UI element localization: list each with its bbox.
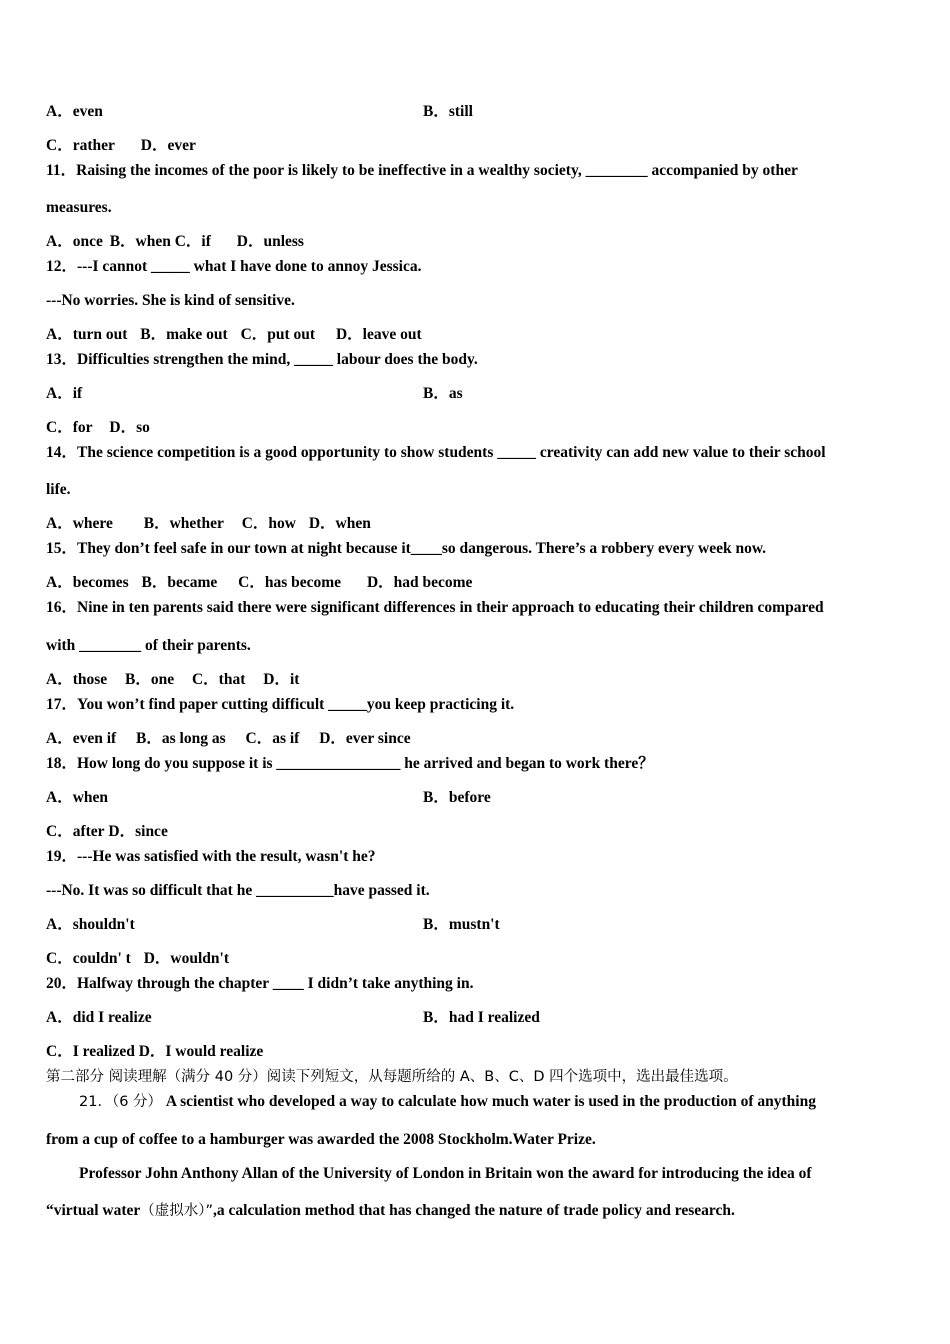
q16-stem: 16．Nine in ten parents said there were significant differences in their approach to educating their children compared xyxy=(46,599,824,616)
q14-option-d[interactable]: D．when xyxy=(308,515,371,532)
q18-option-d[interactable]: D．since xyxy=(108,823,168,840)
q11-stem-cont: measures. xyxy=(46,199,112,216)
q16-option-b[interactable]: B．one xyxy=(125,671,175,688)
q17-option-a[interactable]: A．even if xyxy=(46,730,117,747)
q16-stem-cont: with ________ of their parents. xyxy=(46,637,251,654)
passage-text-cont: ,a calculation method that has changed the nature of trade policy and research. xyxy=(213,1202,735,1219)
q11-option-b[interactable]: B．when xyxy=(109,233,171,250)
q13-options-row2 xyxy=(46,418,910,438)
q12-options xyxy=(46,325,910,345)
q20-stem: 20．Halfway through the chapter ____ I didn’t take anything in. xyxy=(46,975,474,992)
passage-paragraph-2-cont xyxy=(46,1201,910,1221)
q16-option-d[interactable]: D．it xyxy=(263,671,300,688)
q19-option-b[interactable]: B．mustn't xyxy=(423,916,500,933)
q10-options-row2 xyxy=(46,136,910,156)
q11-option-c[interactable]: C．if xyxy=(174,233,211,250)
q18-option-c[interactable]: C．after xyxy=(46,823,105,840)
q12-stem: 12．---I cannot _____ what I have done to annoy Jessica. xyxy=(46,258,422,275)
q15-option-a[interactable]: A．becomes xyxy=(46,574,129,591)
q20-options-row1 xyxy=(46,1008,910,1028)
q19-options-row1 xyxy=(46,915,910,935)
q18-options-row1 xyxy=(46,788,910,808)
q20-option-c[interactable]: C．I realized xyxy=(46,1043,135,1060)
q13-option-a[interactable]: A．if xyxy=(46,385,83,402)
q15-option-b[interactable]: B．became xyxy=(141,574,218,591)
q10-option-c[interactable]: C．rather xyxy=(46,137,115,154)
virtual-water-term: “virtual water xyxy=(46,1202,141,1219)
q10-options-row1 xyxy=(46,102,910,122)
q17-option-b[interactable]: B．as long as xyxy=(136,730,226,747)
passage-text: A scientist who developed a way to calculate how much water is used in the production of anything xyxy=(165,1093,816,1110)
q20-option-d[interactable]: D．I would realize xyxy=(138,1043,264,1060)
q11-options xyxy=(46,232,910,252)
q12-option-a[interactable]: A．turn out xyxy=(46,326,128,343)
q11-option-a[interactable]: A．once xyxy=(46,233,103,250)
q16-option-c[interactable]: C．that xyxy=(191,671,246,688)
q15-options xyxy=(46,573,910,593)
q14-option-a[interactable]: A．where xyxy=(46,515,113,532)
q14-stem: 14．The science competition is a good opportunity to show students _____ creativity can add new value to their school xyxy=(46,444,826,461)
q12-option-b[interactable]: B．make out xyxy=(140,326,228,343)
q19-option-a[interactable]: A．shouldn't xyxy=(46,916,135,933)
q14-option-c[interactable]: C．how xyxy=(241,515,296,532)
q19-stem: 19．---He was satisfied with the result, wasn't he? xyxy=(46,848,376,865)
q18-options-row2 xyxy=(46,822,910,842)
q20-option-b[interactable]: B．had I realized xyxy=(423,1009,540,1026)
q17-option-d[interactable]: D．ever since xyxy=(319,730,411,747)
passage-paragraph-2: Professor John Anthony Allan of the University of London in Britain won the award for introducing the idea of xyxy=(79,1165,812,1182)
q10-option-d[interactable]: D．ever xyxy=(140,137,196,154)
q13-stem: 13．Difficulties strengthen the mind, _____ labour does the body. xyxy=(46,351,478,368)
section-heading: 第二部分 阅读理解（满分 40 分）阅读下列短文，从每题所给的 A、B、C、D 四个选项中，选出最佳选项。 xyxy=(46,1069,738,1085)
virtual-water-cn: （虚拟水）” xyxy=(140,1203,214,1219)
q15-stem: 15．They don’t feel safe in our town at night because it____so dangerous. There’s a robbery every week now. xyxy=(46,540,767,557)
q14-option-b[interactable]: B．whether xyxy=(143,515,224,532)
q14-stem-cont: life. xyxy=(46,481,71,498)
q13-options-row1 xyxy=(46,384,910,404)
q12-option-d[interactable]: D．leave out xyxy=(335,326,422,343)
q13-option-b[interactable]: B．as xyxy=(423,385,463,402)
q16-options xyxy=(46,670,910,690)
q17-stem: 17．You won’t find paper cutting difficult _____you keep practicing it. xyxy=(46,696,515,713)
q20-option-a[interactable]: A．did I realize xyxy=(46,1009,152,1026)
q18-option-a[interactable]: A．when xyxy=(46,789,109,806)
q10-option-b[interactable]: B．still xyxy=(423,103,473,120)
q19-option-c[interactable]: C．couldn' t xyxy=(46,950,131,967)
q17-option-c[interactable]: C．as if xyxy=(245,730,300,747)
q10-option-a[interactable]: A．even xyxy=(46,103,103,120)
q19-options-row2 xyxy=(46,949,910,969)
passage-paragraph-1-cont: from a cup of coffee to a hamburger was awarded the 2008 Stockholm.Water Prize. xyxy=(46,1131,596,1148)
q11-stem: 11．Raising the incomes of the poor is likely to be ineffective in a wealthy society, ________ accompanied by other xyxy=(46,162,798,179)
q19-stem-cont: ---No. It was so difficult that he __________have passed it. xyxy=(46,882,430,899)
q18-option-b[interactable]: B．before xyxy=(423,789,491,806)
q12-stem-cont: ---No worries. She is kind of sensitive. xyxy=(46,292,295,309)
q15-option-c[interactable]: C．has become xyxy=(238,574,342,591)
q11-option-d[interactable]: D．unless xyxy=(236,233,304,250)
passage-paragraph-1 xyxy=(79,1092,910,1112)
q13-option-c[interactable]: C．for xyxy=(46,419,93,436)
q13-option-d[interactable]: D．so xyxy=(109,419,150,436)
q12-option-c[interactable]: C．put out xyxy=(240,326,316,343)
q14-options xyxy=(46,514,910,534)
q17-options xyxy=(46,729,910,749)
q19-option-d[interactable]: D．wouldn't xyxy=(143,950,229,967)
q18-stem: 18．How long do you suppose it is ________________ he arrived and began to work there？ xyxy=(46,755,654,772)
q20-options-row2 xyxy=(46,1042,910,1062)
q16-option-a[interactable]: A．those xyxy=(46,671,108,688)
q15-option-d[interactable]: D．had become xyxy=(366,574,473,591)
question-number: 21．（6 分） xyxy=(79,1094,163,1110)
